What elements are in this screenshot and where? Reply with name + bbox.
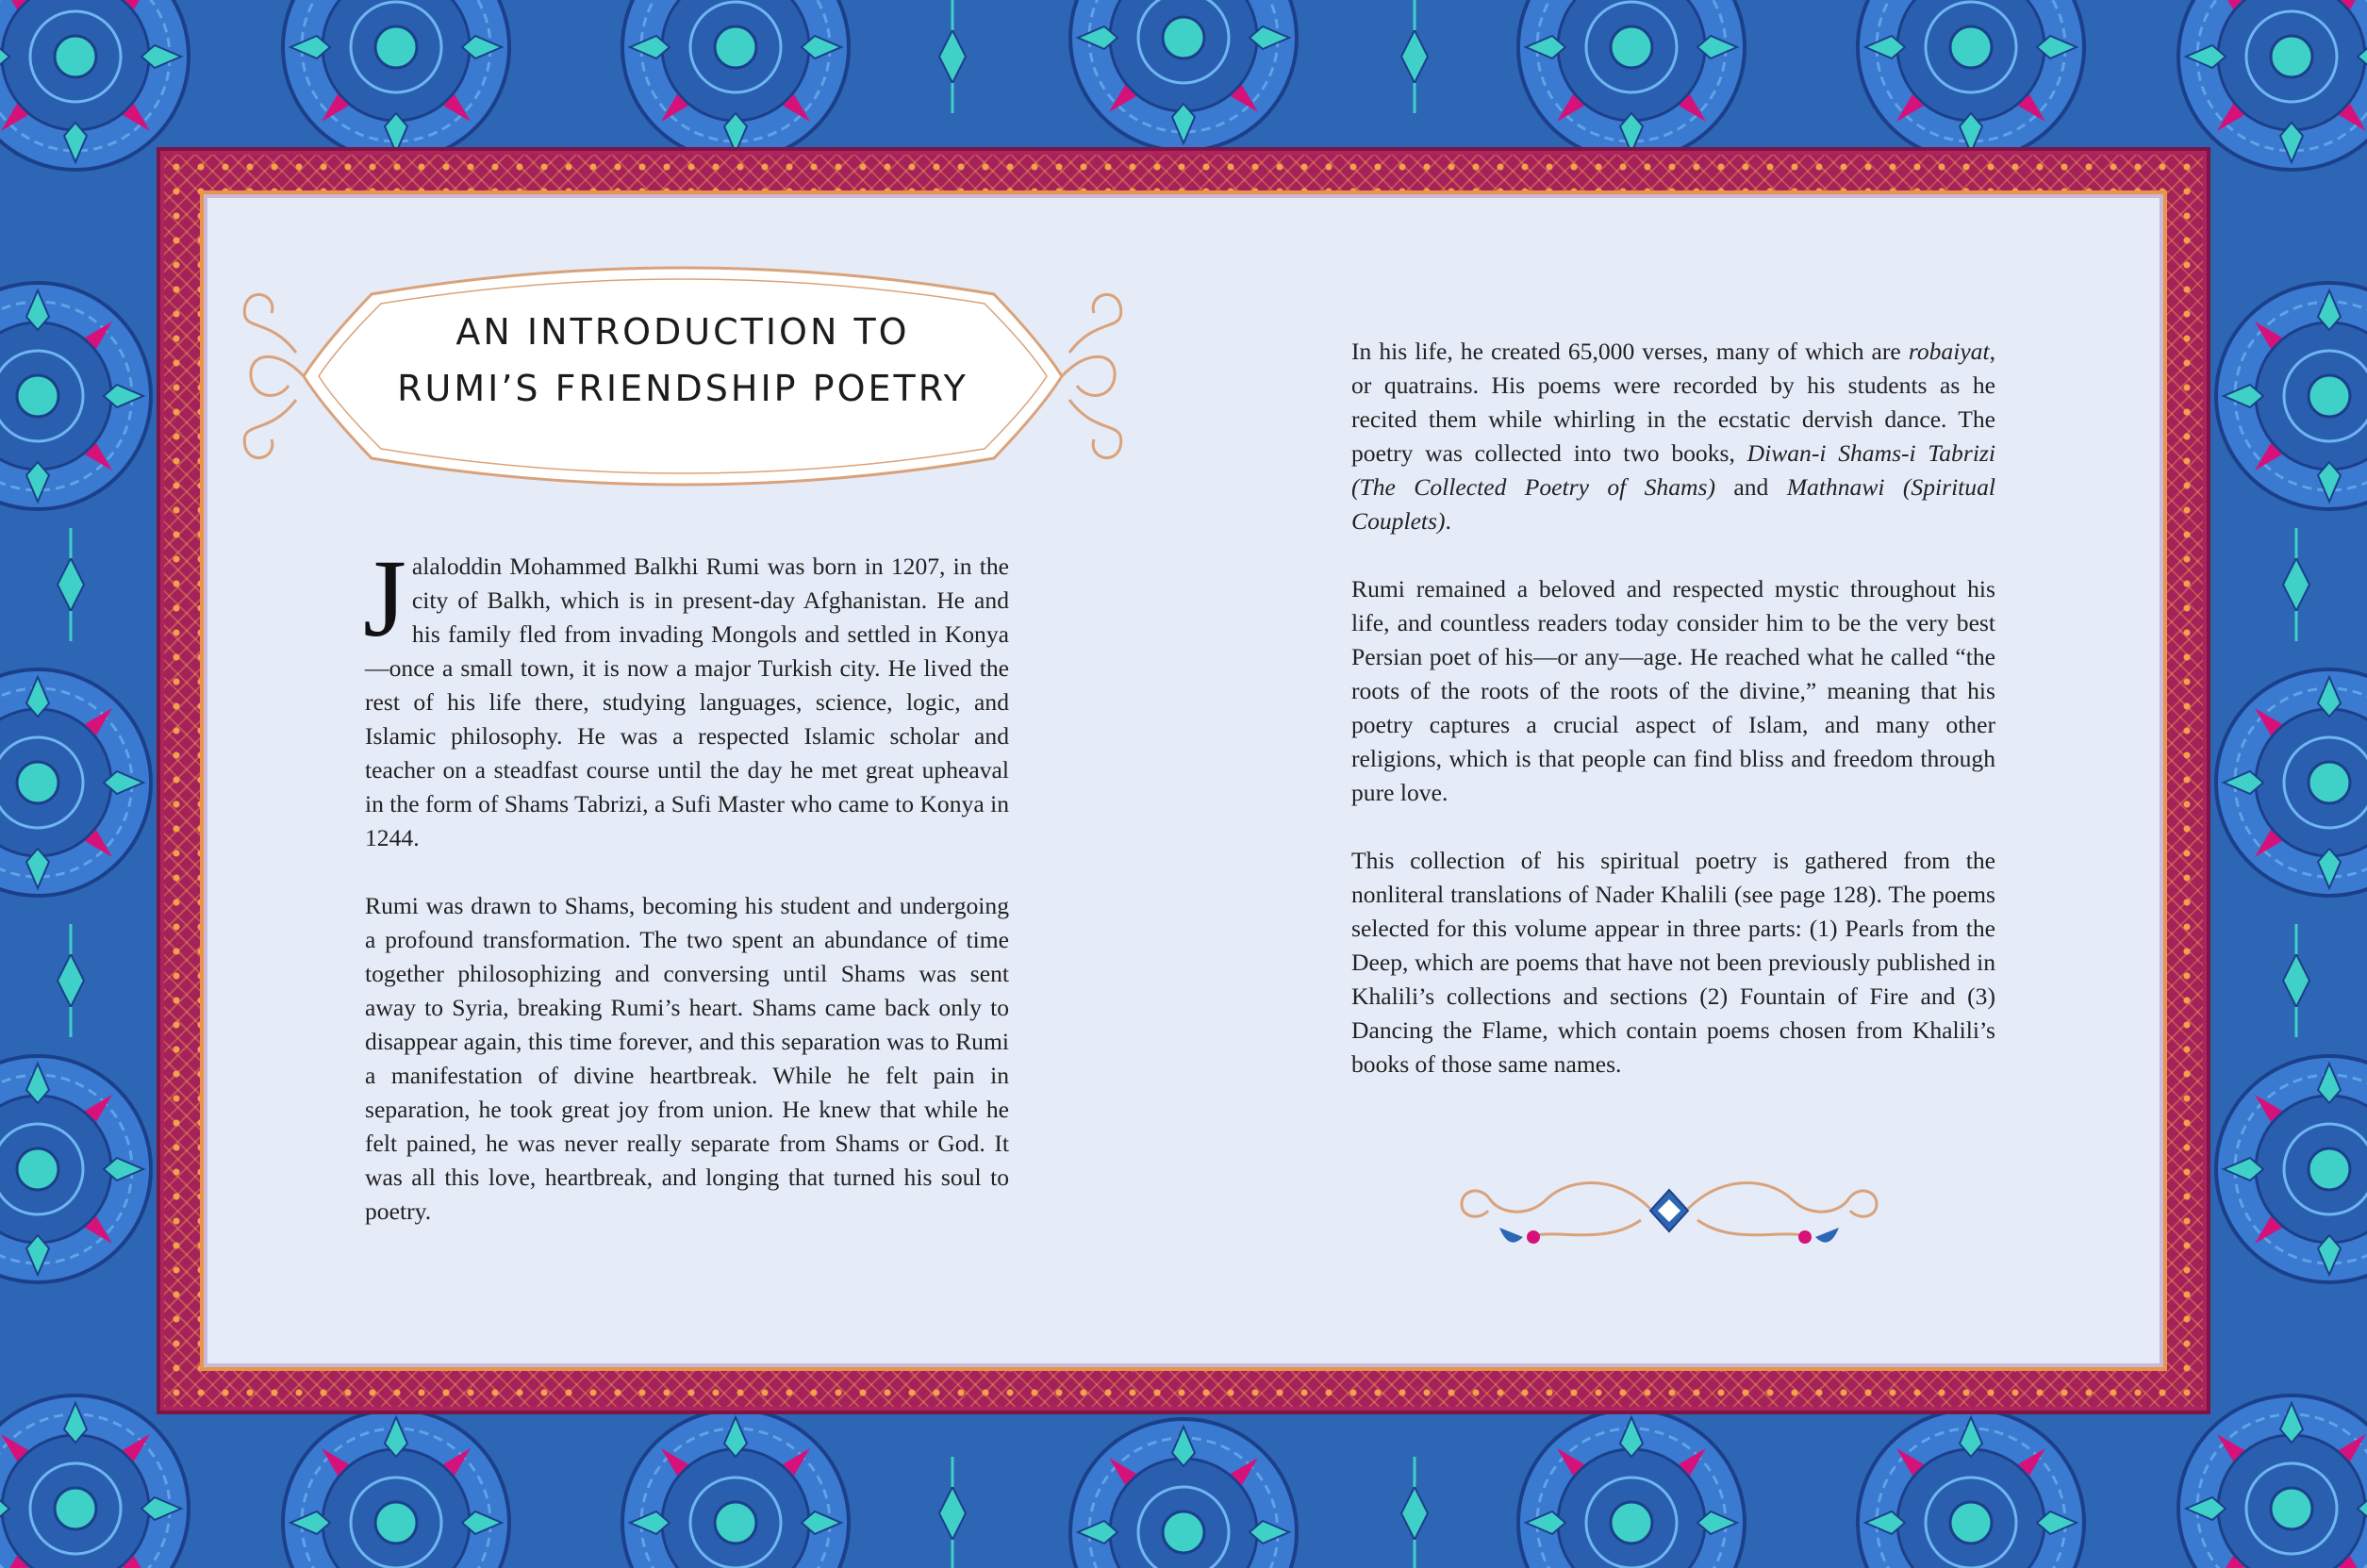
verses-text-c: and — [1714, 473, 1787, 501]
book-title-mathnawi: Mathnawi (Spiritual Couplets) — [1351, 473, 1995, 535]
page-title-line-1: AN INTRODUCTION TO — [455, 311, 910, 353]
page-title-line-2: RUMI’S FRIENDSHIP POETRY — [397, 368, 968, 409]
legacy-paragraph: Rumi remained a beloved and respected mystic throughout his life, and countless readers today consider him to be the very best Persian poet of his—or any—age. He reached what he called “the roots of the roots of the roots of the divine,” meaning that his poetry captures a crucial aspect of Islam, and many other religions, which is that people can find bliss and freedom through pure love. — [1351, 575, 1995, 806]
verses-text-a: In his life, he created 65,000 verses, many of which are — [1351, 338, 1909, 365]
verses-text-d: . — [1445, 507, 1451, 535]
right-text-column — [1351, 335, 1995, 1115]
flourish-ornament — [1452, 1162, 1886, 1265]
book-title-diwan: Diwan-i Shams-i Tabrizi (The Collected Poetry of Shams) — [1351, 439, 1995, 501]
collection-paragraph: This collection of his spiritual poetry is gathered from the nonliteral translations of Nader Khalili (see page 128). The poems selected for this volume appear in three parts: (1) Pearls from the Deep, which are poems that have not been previously published in Khalili’s collections and sections (2) Fountain of Fire and (3) Dancing the Flame, which contain poems chosen from Khalili’s books of those same names. — [1351, 847, 1995, 1078]
verses-paragraph — [1351, 335, 1995, 538]
intro-paragraph-1-text: alaloddin Mohammed Balkhi Rumi was born in 1207, in the city of Balkh, which is in present-day Afghanistan. He and his family fled from invading Mongols and settled in Konya—once a small town, it is now a major Turkish city. He lived the rest of his life there, studying languages, science, logic, and Islamic philosophy. He was a respected Islamic scholar and teacher on a steadfast course until the day he met great upheaval in the form of Shams Tabrizi, a Sufi Master who came to Konya in 1244. — [365, 553, 1009, 851]
left-text-column — [363, 536, 1009, 1263]
intro-paragraph-2: Rumi was drawn to Shams, becoming his student and undergoing a profound transformation. The two spent an abundance of time together philosophizing and conversing until Shams was sent away to Syria, breaking Rumi’s heart. Shams came back only to disappear again, this time forever, and this separation was to Rumi a manifestation of divine heartbreak. While he felt pain in separation, he took great joy from union. He knew that while he felt pained, he was never really separate from Shams or God. It was all this love, heartbreak, and longing that turned his soul to poetry. — [365, 892, 1009, 1225]
term-robaiyat: robaiyat — [1908, 338, 1990, 365]
drop-cap: J — [363, 536, 406, 660]
intro-paragraph-1 — [363, 536, 1009, 855]
verses-text-b: , or quatrains. His poems were recorded by his students as he recited them while whirling in the ecstatic dervish dance. The poetry was collected into two books, — [1351, 338, 1995, 467]
